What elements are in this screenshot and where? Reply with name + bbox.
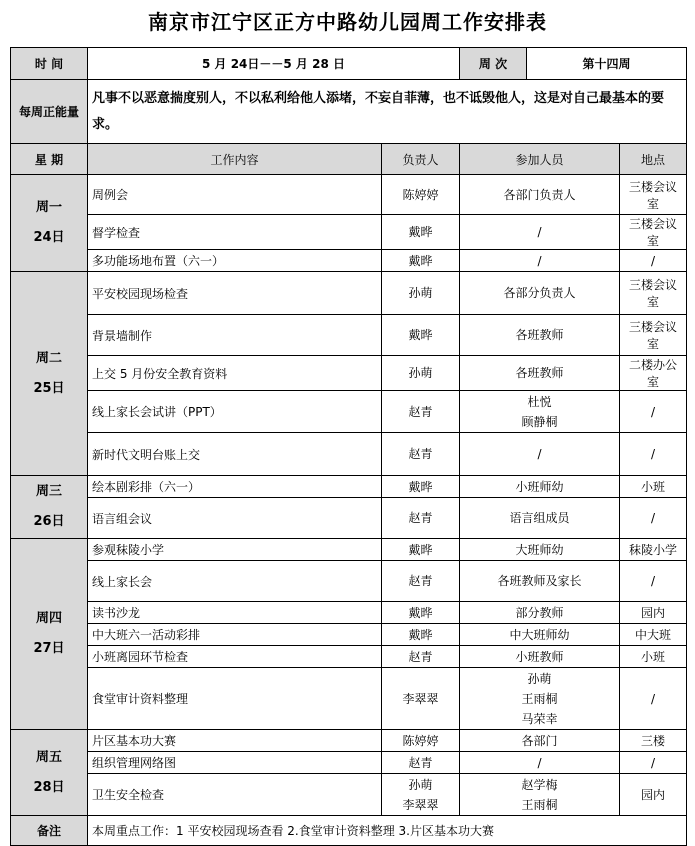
participants-cell: / xyxy=(460,433,620,476)
participants-cell: 部分教师 xyxy=(460,602,620,624)
week-label: 周 次 xyxy=(460,48,527,80)
col-task: 工作内容 xyxy=(88,144,382,175)
location-cell: / xyxy=(620,561,687,602)
task-cell: 背景墙制作 xyxy=(88,315,382,356)
motto-text: 凡事不以恶意揣度别人，不以私利给他人添堵，不妄自菲薄，也不诋毁他人，这是对自己最基本的要求。 xyxy=(88,80,687,144)
task-cell: 组织管理网络图 xyxy=(88,752,382,774)
task-cell: 绘本剧彩排（六一） xyxy=(88,476,382,498)
owner-cell: 赵青 xyxy=(382,433,460,476)
participants-cell: / xyxy=(460,752,620,774)
owner-cell: 戴晔 xyxy=(382,215,460,250)
task-cell: 中大班六一活动彩排 xyxy=(88,624,382,646)
participants-cell: 各班教师及家长 xyxy=(460,561,620,602)
participants-cell: 赵学梅 王雨桐 xyxy=(460,774,620,816)
owner-cell: 赵青 xyxy=(382,391,460,433)
location-cell: 三楼 xyxy=(620,730,687,752)
location-cell: / xyxy=(620,498,687,539)
table-row xyxy=(11,730,687,752)
location-cell: 小班 xyxy=(620,646,687,668)
day-name: 周三 xyxy=(35,484,62,499)
task-cell: 读书沙龙 xyxy=(88,602,382,624)
table-row xyxy=(11,646,687,668)
location-cell: 三楼会议室 xyxy=(620,315,687,356)
time-label: 时 间 xyxy=(11,48,88,80)
location-cell: / xyxy=(620,433,687,476)
owner-cell: 戴晔 xyxy=(382,539,460,561)
table-row xyxy=(11,476,687,498)
day-cell xyxy=(11,476,88,539)
participants-cell: 各部门 xyxy=(460,730,620,752)
col-owner: 负责人 xyxy=(382,144,460,175)
day-cell xyxy=(11,175,88,272)
task-cell: 食堂审计资料整理 xyxy=(88,668,382,730)
day-name: 周二 xyxy=(35,350,62,366)
table-row xyxy=(11,752,687,774)
location-cell: 三楼会议室 xyxy=(620,215,687,250)
notes-text: 本周重点工作：1 平安校园现场查看 2.食堂审计资料整理 3.片区基本功大赛 xyxy=(88,816,687,846)
owner-cell: 赵青 xyxy=(382,752,460,774)
owner-cell: 赵青 xyxy=(382,498,460,539)
location-cell: 小班 xyxy=(620,476,687,498)
location-cell: / xyxy=(620,250,687,272)
task-cell: 卫生安全检查 xyxy=(88,774,382,816)
participants-cell: 孙萌 王雨桐 马荣幸 xyxy=(460,668,620,730)
task-cell: 多功能场地布置（六一） xyxy=(88,250,382,272)
owner-cell: 戴晔 xyxy=(382,476,460,498)
task-cell: 小班离园环节检查 xyxy=(88,646,382,668)
day-name: 周一 xyxy=(35,200,62,215)
task-cell: 督学检查 xyxy=(88,215,382,250)
day-cell xyxy=(11,272,88,476)
task-cell: 上交 5 月份安全教育资料 xyxy=(88,356,382,391)
location-cell: 园内 xyxy=(620,602,687,624)
schedule-table xyxy=(10,47,687,846)
motto-label: 每周正能量 xyxy=(11,80,88,144)
owner-cell: 孙萌 xyxy=(382,356,460,391)
owner-cell: 陈婷婷 xyxy=(382,730,460,752)
table-row xyxy=(11,602,687,624)
table-row xyxy=(11,498,687,539)
column-header-row xyxy=(11,144,687,175)
location-cell: 二楼办公室 xyxy=(620,356,687,391)
col-day: 星 期 xyxy=(11,144,88,175)
participants-cell: 大班师幼 xyxy=(460,539,620,561)
location-cell: / xyxy=(620,668,687,730)
day-cell xyxy=(11,730,88,816)
table-row xyxy=(11,175,687,215)
table-row xyxy=(11,774,687,816)
task-cell: 线上家长会试讲（PPT） xyxy=(88,391,382,433)
owner-cell: 戴晔 xyxy=(382,315,460,356)
day-name: 周五 xyxy=(35,749,62,765)
day-date: 24日 xyxy=(33,230,65,245)
day-date: 25日 xyxy=(33,380,65,396)
table-row xyxy=(11,356,687,391)
owner-cell: 戴晔 xyxy=(382,250,460,272)
col-location: 地点 xyxy=(620,144,687,175)
week-value: 第十四周 xyxy=(527,48,687,80)
table-row xyxy=(11,561,687,602)
table-row xyxy=(11,315,687,356)
table-row xyxy=(11,624,687,646)
day-name: 周四 xyxy=(35,611,62,626)
location-cell: / xyxy=(620,391,687,433)
day-date: 26日 xyxy=(33,514,65,529)
owner-cell: 陈婷婷 xyxy=(382,175,460,215)
participants-cell: / xyxy=(460,250,620,272)
owner-cell: 戴晔 xyxy=(382,624,460,646)
table-row xyxy=(11,272,687,315)
participants-cell: 各班教师 xyxy=(460,356,620,391)
participants-cell: 小班教师 xyxy=(460,646,620,668)
owner-cell: 孙萌 李翠翠 xyxy=(382,774,460,816)
table-row xyxy=(11,391,687,433)
task-cell: 平安校园现场检查 xyxy=(88,272,382,315)
location-cell: / xyxy=(620,752,687,774)
task-cell: 周例会 xyxy=(88,175,382,215)
participants-cell: 各班教师 xyxy=(460,315,620,356)
location-cell: 中大班 xyxy=(620,624,687,646)
location-cell: 三楼会议室 xyxy=(620,175,687,215)
notes-label: 备注 xyxy=(11,816,88,846)
task-cell: 语言组会议 xyxy=(88,498,382,539)
table-row xyxy=(11,668,687,730)
table-row xyxy=(11,215,687,250)
owner-cell: 赵青 xyxy=(382,646,460,668)
participants-cell: 各部门负责人 xyxy=(460,175,620,215)
owner-cell: 李翠翠 xyxy=(382,668,460,730)
page-title: 南京市江宁区正方中路幼儿园周工作安排表 xyxy=(148,10,547,34)
task-cell: 线上家长会 xyxy=(88,561,382,602)
owner-cell: 赵青 xyxy=(382,561,460,602)
table-row xyxy=(11,539,687,561)
table-row xyxy=(11,433,687,476)
day-cell xyxy=(11,539,88,730)
table-row xyxy=(11,250,687,272)
header-row xyxy=(11,48,687,80)
day-date: 27日 xyxy=(33,641,65,656)
location-cell: 秣陵小学 xyxy=(620,539,687,561)
schedule-body xyxy=(11,48,687,846)
col-participants: 参加人员 xyxy=(460,144,620,175)
participants-cell: 杜悦 顾静桐 xyxy=(460,391,620,433)
participants-cell: / xyxy=(460,215,620,250)
task-cell: 参观秣陵小学 xyxy=(88,539,382,561)
participants-cell: 各部分负责人 xyxy=(460,272,620,315)
owner-cell: 孙萌 xyxy=(382,272,460,315)
motto-row xyxy=(11,80,687,144)
day-date: 28日 xyxy=(33,779,65,795)
participants-cell: 语言组成员 xyxy=(460,498,620,539)
owner-cell: 戴晔 xyxy=(382,602,460,624)
task-cell: 片区基本功大赛 xyxy=(88,730,382,752)
participants-cell: 小班师幼 xyxy=(460,476,620,498)
task-cell: 新时代文明台账上交 xyxy=(88,433,382,476)
participants-cell: 中大班师幼 xyxy=(460,624,620,646)
date-range: 5 月 24日－－5 月 28 日 xyxy=(88,48,460,80)
location-cell: 三楼会议室 xyxy=(620,272,687,315)
location-cell: 园内 xyxy=(620,774,687,816)
